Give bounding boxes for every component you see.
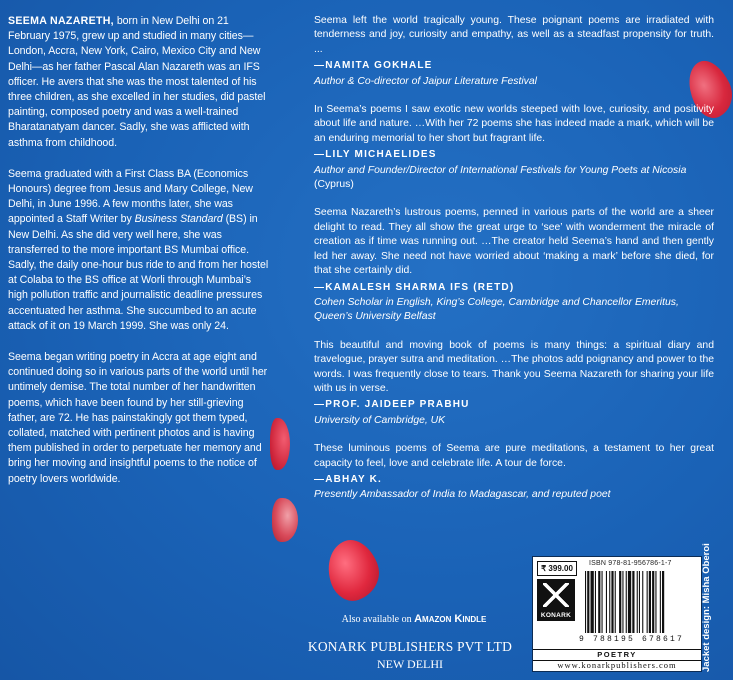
affiliation-text: Author & Co-director of Jaipur Literature Festival [314, 75, 537, 87]
affiliation-text: Presently Ambassador of India to Madagascar, and reputed poet [314, 489, 611, 501]
review-quote: This beautiful and moving book of poems is many things: a spiritual diary and travelogue, prayer sutra and meditation. …The photos add poignancy and power to the words. I was frequently close to tears. Thank you Seema Nazareth for sharing your life with us in verse. [314, 339, 714, 394]
review-affiliation [314, 296, 714, 325]
author-name: SEEMA NAZARETH, [8, 15, 114, 27]
barcode-digits: 9 788195 678617 [579, 635, 685, 644]
review [314, 206, 714, 324]
affiliation-text: Author and Founder/Director of International Festivals for Young Poets at Nicosia [314, 164, 687, 176]
review-quote: Seema left the world tragically young. These poignant poems are irradiated with tenderness and joy, curiosity and empathy, as well as a steadfast propensity for truth. ... [314, 15, 714, 55]
review [314, 103, 714, 192]
barcode-bar [619, 571, 621, 633]
bio-paragraph: Seema began writing poetry in Accra at age eight and continued doing so in various parts of the world until her untimely demise. The total number of her handwritten poems, which have been found by her still-grieving father, are 72. He has painstakingly got them typed, collated, matched with pertinent photos and is having them published in order to perpetuate her memory and bring her moving and insightful poems to the notice of poetry lovers worldwide. [8, 351, 268, 485]
publisher-website: www.konarkpublishers.com [557, 660, 677, 670]
barcode-bar [639, 571, 640, 633]
review-affiliation [314, 488, 714, 502]
affiliation-country: (Cyprus) [314, 179, 354, 191]
bio-paragraph [8, 14, 270, 151]
barcode-bar [649, 571, 651, 633]
publisher-block [300, 639, 520, 672]
publication-name: Business Standard [134, 213, 223, 226]
kindle-prefix: Also available on [341, 614, 415, 625]
review [314, 442, 714, 503]
publisher-city: NEW DELHI [376, 657, 444, 671]
barcode-bar [655, 571, 656, 633]
barcode-bar [602, 571, 603, 633]
barcode-icon [583, 571, 691, 633]
barcode-bar [637, 571, 638, 633]
review [314, 14, 714, 89]
bio-text: Seema graduated with a First Class BA (Economics Honours) degree from Jesus and Mary College, New Delhi, in June 1996. A few months later, she was appointed a Staff Writer by [8, 167, 253, 226]
barcode-bar [642, 571, 643, 633]
affiliation-text: Cohen Scholar in English, King’s College, Cambridge and Chancellor Emeritus, Queen’s University Belfast [314, 296, 679, 323]
review [314, 339, 714, 428]
barcode-bar [598, 571, 600, 633]
barcode-bar [595, 571, 596, 633]
barcode-box [532, 556, 702, 672]
author-biography [8, 14, 270, 503]
review-author: —PROF. JAIDEEP PRABHU [314, 399, 470, 411]
price-tag: ₹ 399.00 [537, 561, 577, 576]
category-label: POETRY [533, 649, 701, 661]
publisher-name: KONARK PUBLISHERS PVT LTD [307, 639, 513, 654]
review-author: —LILY MICHAELIDES [314, 149, 437, 161]
barcode-bar [632, 571, 634, 633]
barcode-bar [626, 571, 627, 633]
barcode-bar [615, 571, 616, 633]
review-quote: Seema Nazareth’s lustrous poems, penned in various parts of the world are a sheer delight to read. They all show the great urge to ‘see’ with wonderment the miracle of creation as if time was running out. …The creator held Seema’s hand and then gently led her away. She need not have worried about ‘making a mark’ before she died, for that she certainly did. [314, 207, 714, 277]
review-author: —ABHAY K. [314, 473, 383, 485]
kindle-availability [314, 613, 514, 625]
review-author: —NAMITA GOKHALE [314, 60, 433, 72]
bio-text: born in New Delhi on 21 February 1975, grew up and studied in many cities—London, Accra, New York, Cairo, Mexico City and New Delhi—as her father Pascal Alan Nazareth was an IFS officer. He avers that she was the most talented of his three children, as she excelled in her studies, did pastel painting, composed poetry and was a well-trained Bharatanatyam dancer. Sadly, she was afflicted with asthma from childhood. [8, 15, 266, 149]
affiliation-text: University of Cambridge, UK [314, 414, 446, 426]
barcode-bar [606, 571, 607, 633]
konark-logo-icon [543, 583, 569, 607]
jacket-design-credit: Jacket design: Misha Oberoi [701, 543, 712, 672]
barcode-bar [591, 571, 594, 633]
kindle-store: Amazon Kindle [414, 613, 487, 625]
review-author: —KAMALESH SHARMA IFS (RETD) [314, 281, 515, 293]
barcode-bar [609, 571, 610, 633]
barcode-bar [585, 571, 586, 633]
barcode-bar [628, 571, 631, 633]
barcode-bar [662, 571, 664, 633]
barcode-bar [622, 571, 623, 633]
barcode-bar [587, 571, 589, 633]
review-affiliation [314, 75, 714, 89]
review-quote: These luminous poems of Seema are pure meditations, a testament to her great capacity to feel, love and celebrate life. A tour de force. [314, 443, 714, 469]
publisher-logo [537, 579, 575, 621]
barcode-bar [647, 571, 648, 633]
barcode-bar [652, 571, 654, 633]
review-quote: In Seema’s poems I saw exotic new worlds steeped with love, curiosity, and positivity about life and nature. …With her 72 poems she has indeed made a mark, which will be an enduring memorial to her short but fragrant life. [314, 104, 714, 144]
review-affiliation [314, 164, 714, 193]
logo-label: KONARK [540, 612, 572, 619]
bio-paragraph [8, 167, 270, 334]
bio-text: (BS) in New Delhi. As she did very well here, she was transferred to the more important BS Mumbai office. Sadly, the daily one-hour bus ride to and from her hostel at Colaba to the BS office at Worli through Mumbai’s high pollution traffic and journalistic deadline pressures accentuated her asthma. She succumbed to an acute attack of it on 19 March 1999. She was only 24. [8, 213, 269, 332]
isbn-number: ISBN 978-81-956786-1-7 [589, 560, 672, 567]
reviews-column [314, 14, 714, 517]
review-affiliation [314, 414, 714, 428]
barcode-bar [611, 571, 613, 633]
barcode-bar [660, 571, 661, 633]
